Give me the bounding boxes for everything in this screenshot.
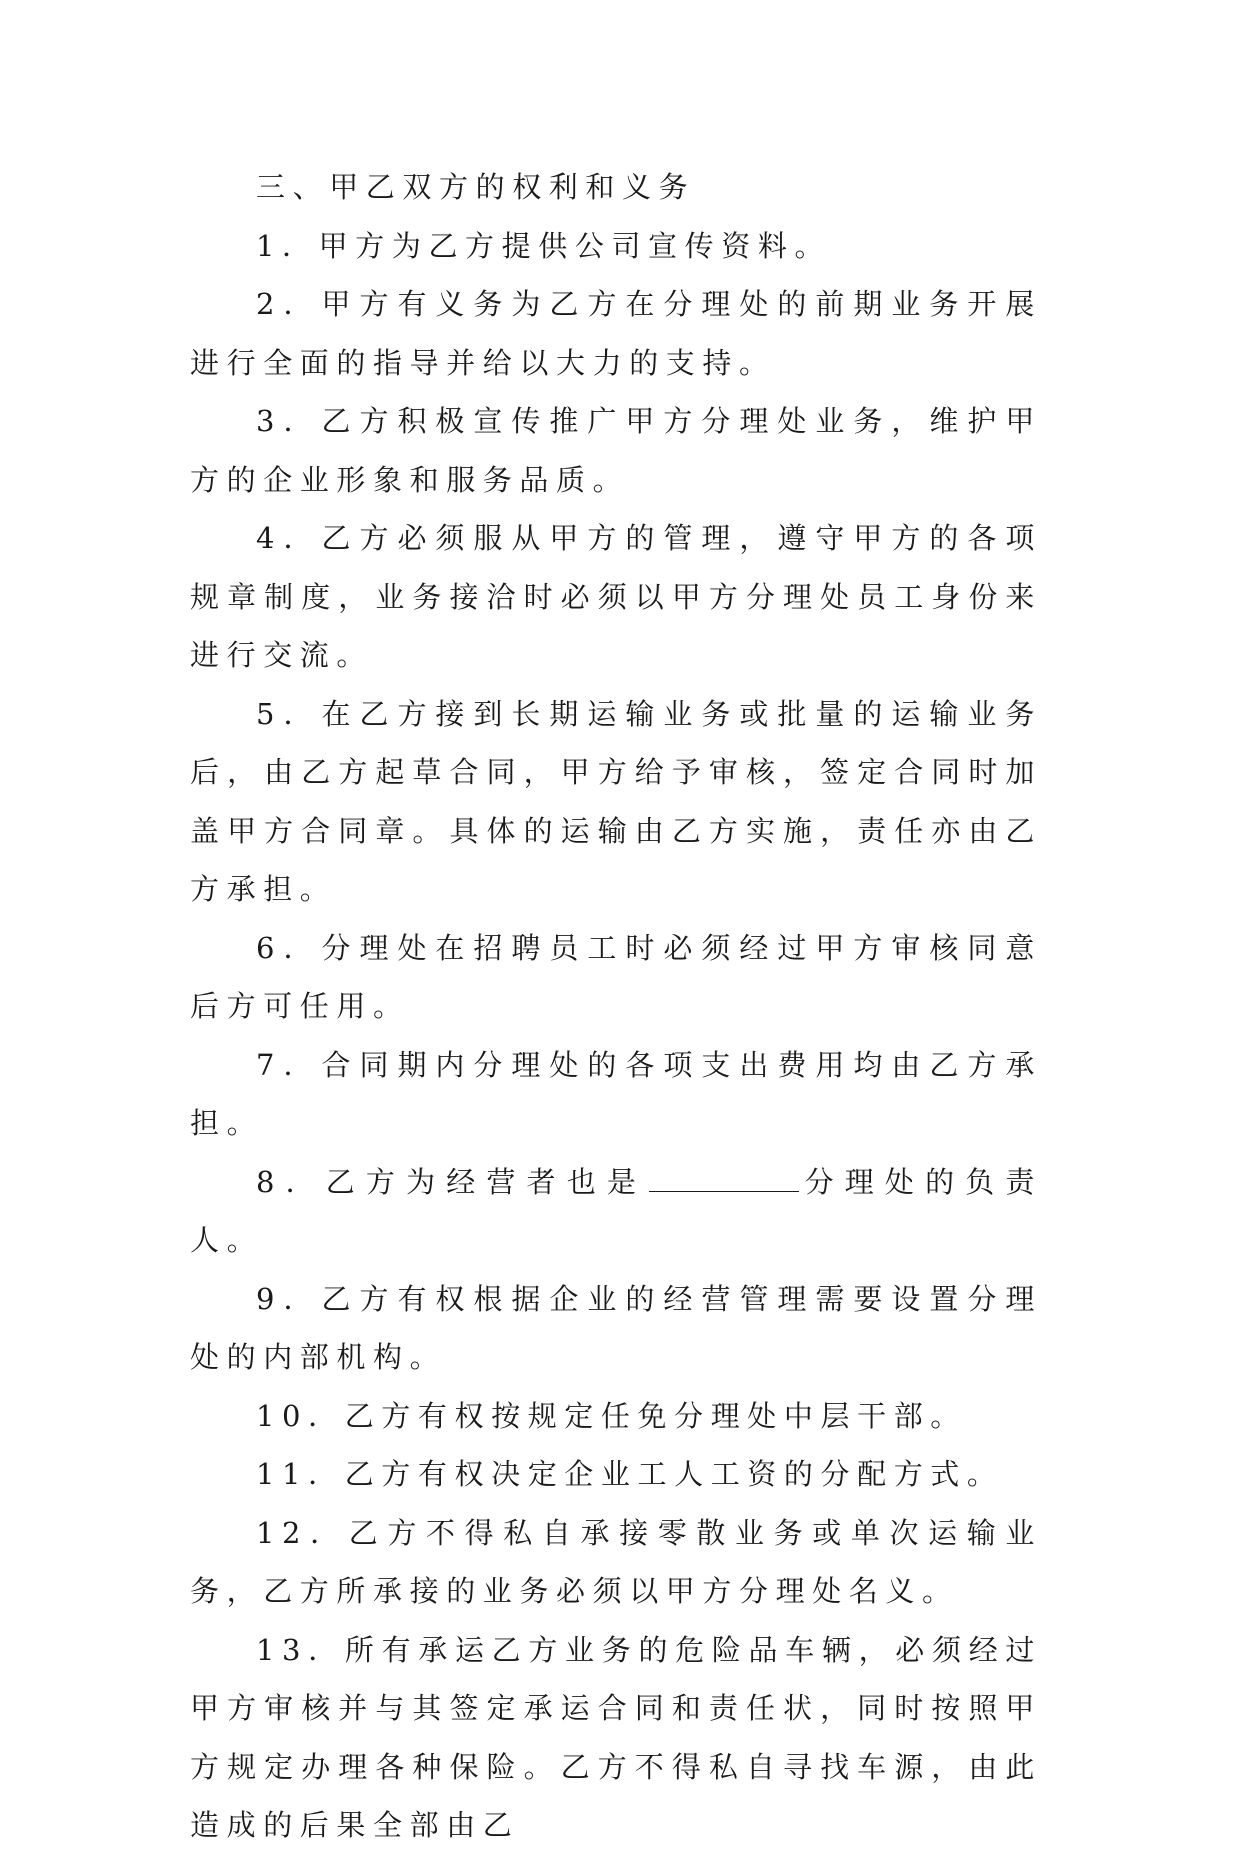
clause-12: 12．乙方不得私自承接零散业务或单次运输业务，乙方所承接的业务必须以甲方分理处名义。 (190, 1515, 1042, 1608)
clause-2: 2．甲方有义务为乙方在分理处的前期业务开展进行全面的指导并给以大力的支持。 (190, 287, 1042, 380)
clause-8-after: 分理处的负责人。 (190, 1164, 1042, 1257)
clause-5: 5．在乙方接到长期运输业务或批量的运输业务后，由乙方起草合同，甲方给予审核，签定合同时加盖甲方合同章。具体的运输由乙方实施，责任亦由乙方承担。 (190, 696, 1042, 906)
clause-7: 7．合同期内分理处的各项支出费用均由乙方承担。 (190, 1047, 1042, 1140)
section-title: 三、甲乙双方的权利和义务 (256, 170, 696, 204)
clause-10: 10．乙方有权按规定任免分理处中层干部。 (256, 1398, 967, 1433)
clause-4: 4．乙方必须服从甲方的管理，遵守甲方的各项规章制度，业务接洽时必须以甲方分理处员工身份来进行交流。 (190, 521, 1042, 672)
clause-13: 13．所有承运乙方业务的危险品车辆，必须经过甲方审核并与其签定承运合同和责任状，同时按照甲方规定办理各种保险。乙方不得私自寻找车源，由此造成的后果全部由乙 (190, 1632, 1042, 1842)
clause-9: 9．乙方有权根据企业的经营管理需要设置分理处的内部机构。 (190, 1281, 1042, 1374)
clause-8 (190, 1153, 1042, 1270)
clause-1: 1．甲方为乙方提供公司宣传资料。 (256, 228, 832, 263)
clause-6: 6．分理处在招聘员工时必须经过甲方审核同意后方可任用。 (190, 930, 1042, 1023)
fill-in-blank (649, 1169, 799, 1192)
clause-8-before: 8．乙方为经营者也是 (256, 1164, 648, 1199)
document-body (190, 158, 1042, 1855)
clause-11: 11．乙方有权决定企业工人工资的分配方式。 (256, 1457, 1004, 1491)
clause-3: 3．乙方积极宣传推广甲方分理处业务，维护甲方的企业形象和服务品质。 (190, 404, 1042, 497)
